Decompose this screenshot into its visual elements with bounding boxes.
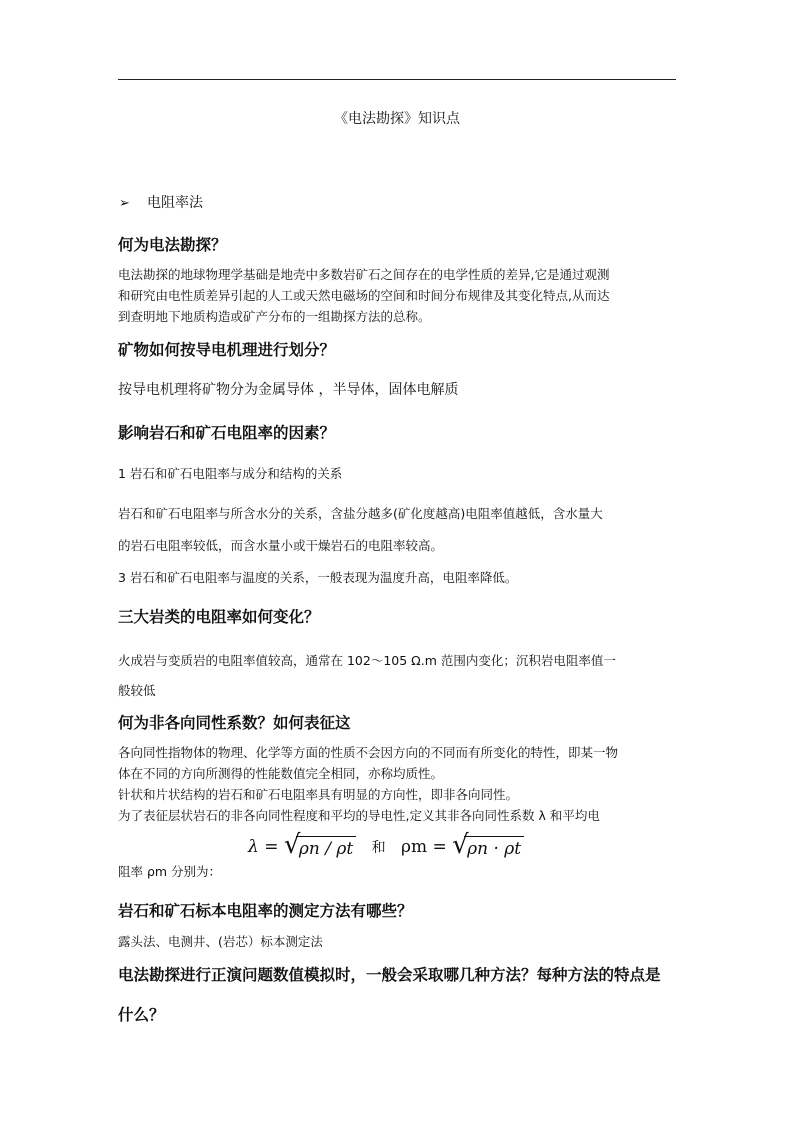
q4-heading: 三大岩类的电阻率如何变化？ <box>118 608 320 626</box>
q4-line1: 火成岩与变质岩的电阻率值较高，通常在 102～105 Ω.m 范围内变化；沉积岩电阻率值一 <box>118 653 616 668</box>
q2-heading: 矿物如何按导电机理进行划分？ <box>118 341 336 359</box>
section-label: 电阻率法 <box>147 195 203 211</box>
header-rule <box>118 79 676 80</box>
q3-item2-line2: 的岩石电阻率较低，而含水量小或干燥岩石的电阻率较高。 <box>118 538 444 553</box>
q5-line5: 阻率 ρm 分别为： <box>118 864 222 879</box>
anisotropy-formula <box>248 830 524 860</box>
rho-m-body: ρn · ρt <box>464 836 524 859</box>
q3-item3: 3 岩石和矿石电阻率与温度的关系，一般表现为温度升高，电阻率降低。 <box>118 570 518 585</box>
sqrt-lambda <box>283 830 356 860</box>
and-text: 和 <box>371 840 386 856</box>
sqrt-rho-m <box>452 830 524 860</box>
q1-line3: 到查明地下地质构造或矿产分布的一组勘探方法的总称。 <box>118 309 431 324</box>
radical-icon: √ <box>283 830 301 860</box>
q5-line4: 为了表征层状岩石的非各向同性程度和平均的导电性,定义其非各向同性系数 λ 和平均电 <box>118 808 600 823</box>
arrow-bullet-icon: ➢ <box>119 196 130 211</box>
section-heading <box>119 192 203 212</box>
q3-item1: 1 岩石和矿石电阻率与成分和结构的关系 <box>118 466 343 481</box>
q6-answer: 露头法、电测井、(岩芯）标本测定法 <box>118 934 323 949</box>
formula-eq-2: = <box>432 837 447 857</box>
q1-line2: 和研究由电性质差异引起的人工或天然电磁场的空间和时间分布规律及其变化特点,从而达 <box>118 288 610 303</box>
q5-line2: 体在不同的方向所测得的性能数值完全相同，亦称均质性。 <box>118 766 444 781</box>
q7-heading-line1: 电法勘探进行正演问题数值模拟时，一般会采取哪几种方法？每种方法的特点是 <box>118 966 661 984</box>
q5-line1: 各向同性指物体的物理、化学等方面的性质不会因方向的不同而有所变化的特性，即某一物 <box>118 745 619 760</box>
q3-item2-line1: 岩石和矿石电阻率与所含水分的关系，含盐分越多(矿化度越高)电阻率值越低，含水量大 <box>118 506 603 521</box>
rho-m-symbol: ρm <box>400 837 428 857</box>
q1-heading: 何为电法勘探？ <box>118 236 227 254</box>
q5-heading: 何为非各向同性系数？如何表征这 <box>118 714 351 732</box>
q3-heading: 影响岩石和矿石电阻率的因素？ <box>118 424 336 442</box>
lambda-symbol: λ <box>248 837 259 857</box>
q7-heading-line2: 什么？ <box>118 1006 165 1024</box>
q5-line3: 针状和片状结构的岩石和矿石电阻率具有明显的方向性，即非各向同性。 <box>118 787 519 802</box>
q2-answer: 按导电机理将矿物分为金属导体 ，半导体，固体电解质 <box>118 382 459 398</box>
page-title: 《电法勘探》知识点 <box>334 111 460 127</box>
q6-heading: 岩石和矿石标本电阻率的测定方法有哪些？ <box>118 902 413 920</box>
q4-line2: 般较低 <box>118 683 156 698</box>
radical-icon: √ <box>452 830 469 860</box>
formula-eq-1: = <box>264 837 279 857</box>
lambda-body: ρn / ρt <box>296 836 356 859</box>
q1-line1: 电法勘探的地球物理学基础是地壳中多数岩矿石之间存在的电学性质的差异,它是通过观测 <box>118 267 610 282</box>
